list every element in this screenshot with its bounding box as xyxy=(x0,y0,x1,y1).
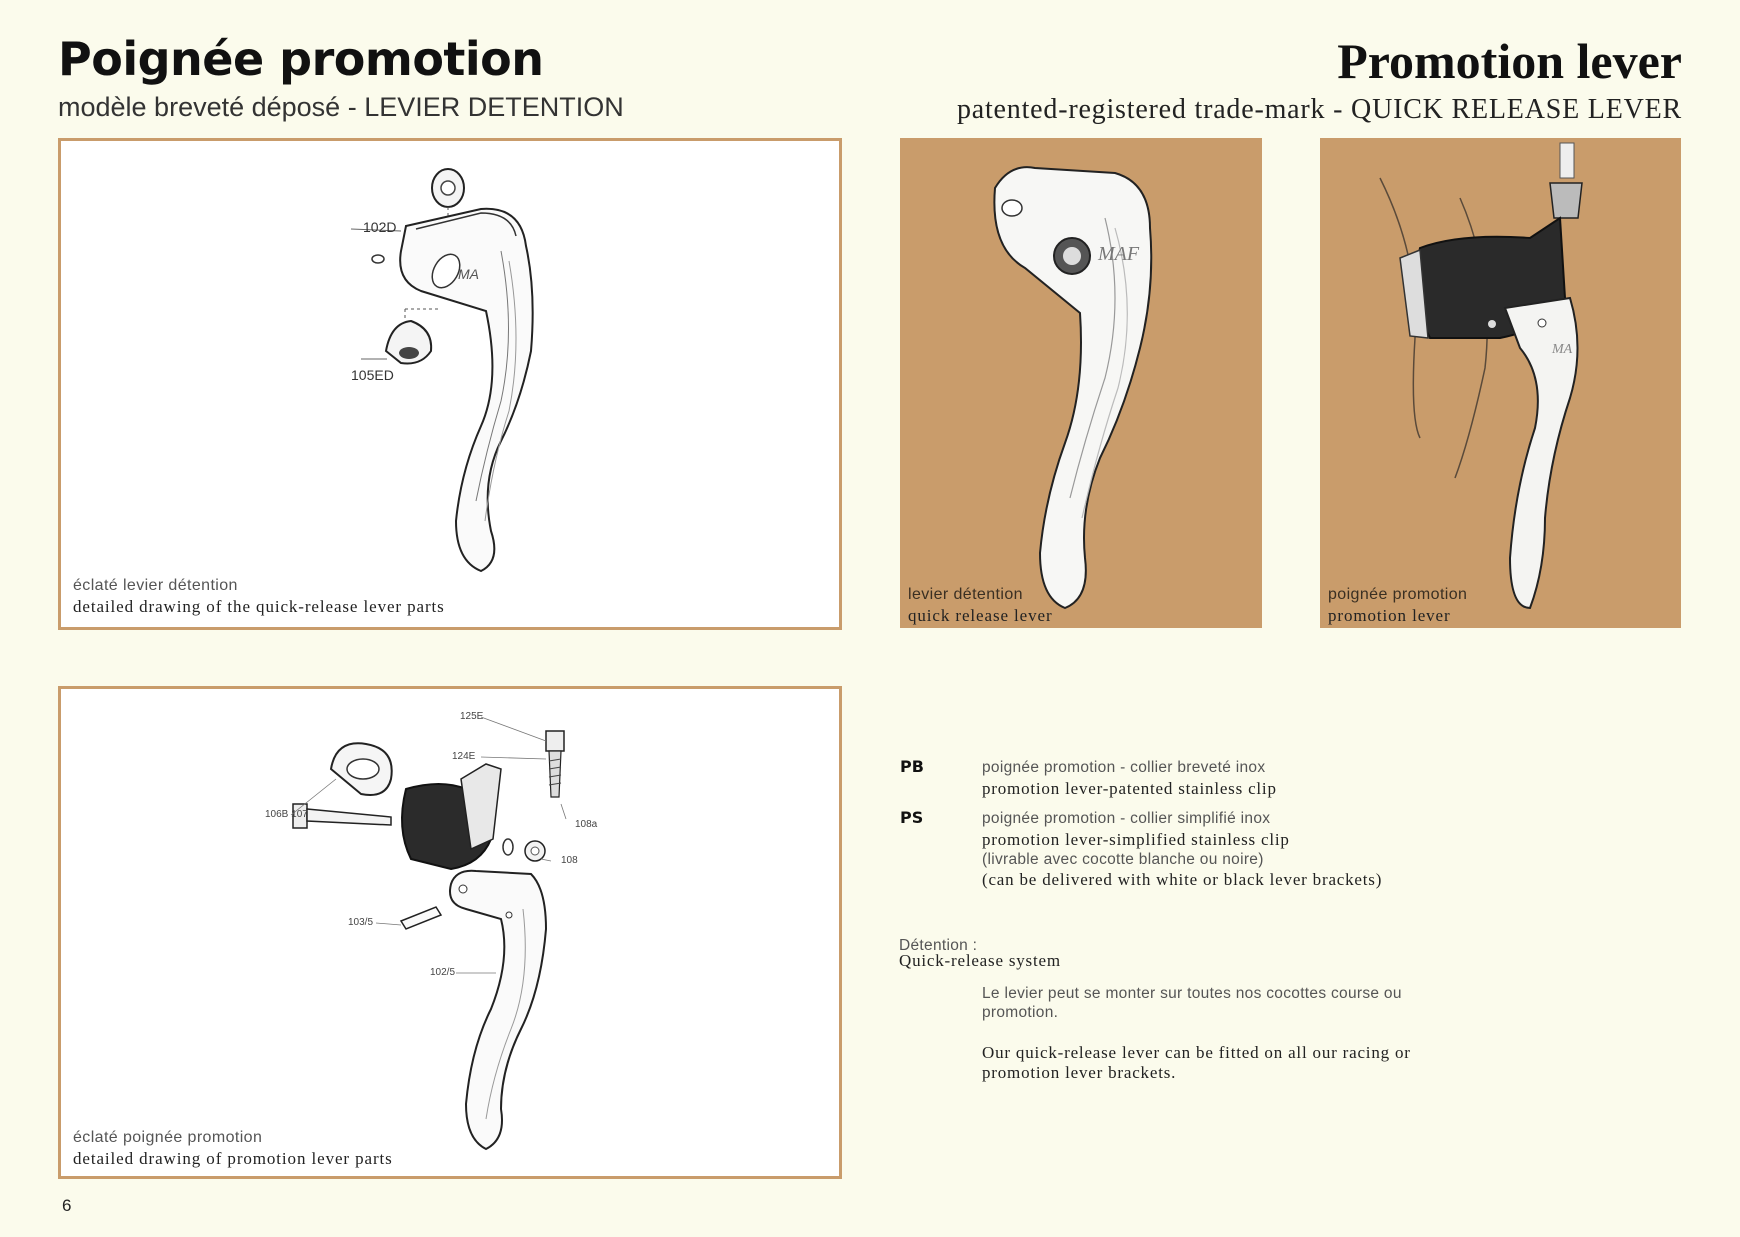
promotion-lever-illustration xyxy=(1320,138,1681,628)
part-label-125e: 125E xyxy=(460,711,484,722)
photo1-caption-fr: levier détention xyxy=(908,586,1023,603)
part-label-105ed: 105ED xyxy=(351,367,394,383)
page-title-fr: Poignée promotion xyxy=(58,32,544,86)
page-subtitle-fr: modèle breveté déposé - LEVIER DETENTION xyxy=(58,92,624,122)
detention-text-en: Our quick-release lever can be fitted on all our racing or promotion lever brackets. xyxy=(982,1043,1411,1082)
exploded-drawing-quick-release xyxy=(58,138,842,630)
spec-ps-note-fr: (livrable avec cocotte blanche ou noire) xyxy=(982,851,1264,868)
quick-release-lever-drawing xyxy=(61,141,845,633)
photo2-caption-fr: poignée promotion xyxy=(1328,586,1468,603)
spec-ps-fr: poignée promotion - collier simplifié inox xyxy=(982,810,1271,827)
part-label-106b-107: 106B 107 xyxy=(265,809,308,820)
photo-promotion-lever xyxy=(1320,138,1681,628)
drawing2-caption-fr: éclaté poignée promotion xyxy=(73,1129,263,1146)
drawing2-caption-en: detailed drawing of promotion lever parts xyxy=(73,1149,393,1168)
page-subtitle-en: patented-registered trade-mark - QUICK RELEASE LEVER xyxy=(956,94,1682,125)
spec-ps-en: promotion lever-simplified stainless clip xyxy=(982,830,1290,849)
svg-text:MAF: MAF xyxy=(1098,243,1140,265)
svg-text:MA: MA xyxy=(458,266,479,282)
part-label-102d: 102D xyxy=(363,219,397,235)
exploded-drawing-promotion-lever xyxy=(58,686,842,1179)
photo2-caption-en: promotion lever xyxy=(1328,606,1451,625)
part-label-108: 108 xyxy=(561,855,578,866)
detention-label-fr: Détention : xyxy=(899,937,978,954)
part-label-108a: 108a xyxy=(575,819,598,830)
detention-text-fr: Le levier peut se monter sur toutes nos cocottes course ou promotion. xyxy=(982,985,1402,1021)
spec-code-pb: PB xyxy=(900,757,924,776)
spec-code-ps: PS xyxy=(900,808,924,827)
drawing1-caption-en: detailed drawing of the quick-release lever parts xyxy=(73,597,445,616)
svg-text:MA: MA xyxy=(1552,342,1573,357)
detention-label-en: Quick-release system xyxy=(899,951,1061,970)
photo1-caption-en: quick release lever xyxy=(908,606,1053,625)
promotion-lever-parts-drawing xyxy=(61,689,845,1182)
page-number: 6 xyxy=(62,1196,72,1215)
spec-pb-en: promotion lever-patented stainless clip xyxy=(982,779,1277,798)
part-label-124e: 124E xyxy=(452,751,476,762)
photo-quick-release-lever xyxy=(900,138,1262,628)
part-label-102-5: 102/5 xyxy=(430,967,456,978)
quick-release-lever-illustration xyxy=(900,138,1262,628)
spec-ps-note-en: (can be delivered with white or black lever brackets) xyxy=(982,870,1383,889)
drawing1-caption-fr: éclaté levier détention xyxy=(73,577,238,594)
spec-pb-fr: poignée promotion - collier breveté inox xyxy=(982,759,1266,776)
page-title-en: Promotion lever xyxy=(1337,33,1682,89)
part-label-103-5: 103/5 xyxy=(348,917,374,928)
